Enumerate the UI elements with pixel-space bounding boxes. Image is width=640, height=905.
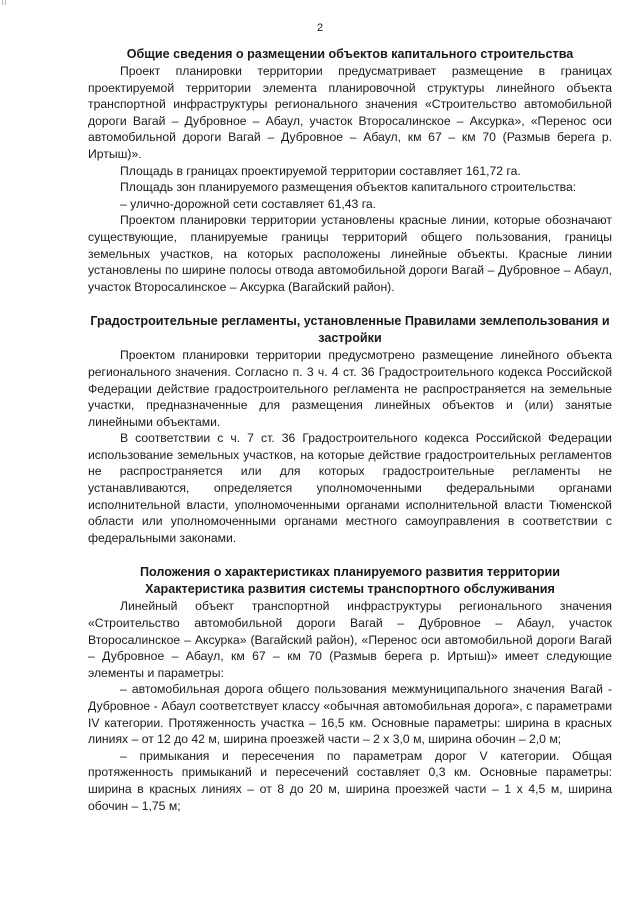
section-subheading-transport: Характеристика развития системы транспортного обслуживания	[145, 582, 555, 597]
paragraph: В соответствии с ч. 7 ст. 36 Градостроительного кодекса Российской Федерации использование земельных участков, на которые действие градостроительных регламентов не распространяется или для которых градостроительные регламенты не устанавливаются, определяется уполномоченными федеральными органами исполнительной власти, уполномоченными органами исполнительной власти Тюменской области или уполномоченными органами местного самоуправления в соответствии с федеральными законами.	[88, 431, 612, 545]
section-heading-general-info: Общие сведения о размещении объектов капитального строительства	[126, 47, 574, 61]
paragraph: Площадь зон планируемого размещения объектов капитального строительства:	[120, 180, 577, 195]
list-item: – автомобильная дорога общего пользования межмуниципального значения Вагай - Дубровное - Абаул соответствует классу «обычная автомобильная дорога», с параметрами IV категории. Протяженность участка – 16,5 км. Основные параметры: ширина в красных линиях – от 12 до 42 м, ширина проезжей части – 2 х 3,0 м, ширина обочин – 2,0 м;	[88, 682, 612, 747]
section-heading-regulations: Градостроительные регламенты, установленные Правилами землепользования и застройки	[90, 314, 610, 346]
section-heading-development: Положения о характеристиках планируемого развития территории	[139, 565, 561, 580]
page-number: 2	[316, 22, 324, 34]
document-body	[88, 46, 612, 814]
scan-corner-mark: ll	[2, 0, 8, 7]
list-item: – примыкания и пересечения по параметрам дорог V категории. Общая протяженность примыканий и пересечений составляет 0,3 км. Основные параметры: ширина в красных линиях – от 8 до 20 м, ширина проезжей части – 1 х 4,5 м, ширина обочин – 1,75 м;	[88, 748, 612, 813]
paragraph: Проектом планировки территории установлены красные линии, которые обозначают существующие, планируемые границы территорий общего пользования, границы земельных участков, на которых расположены линейные объекты. Красные линии установлены по ширине полосы отвода автомобильной дороги Вагай – Дубровное – Абаул, участок Второсалинское – Аксурка (Вагайский район).	[88, 213, 612, 294]
paragraph: Проект планировки территории предусматривает размещение в границах проектируемой территории элемента планировочной структуры линейного объекта транспортной инфраструктуры регионального значения «Строительство автомобильной дороги Вагай – Дубровное – Абаул, участок Второсалинское – Аксурка», «Перенос оси автомобильной дороги Вагай – Дубровное – Абаул, км 67 – км 70 (Размыв берега р. Иртыш)».	[88, 64, 612, 161]
paragraph: Проектом планировки территории предусмотрено размещение линейного объекта регионального значения. Согласно п. 3 ч. 4 ст. 36 Градостроительного кодекса Российской Федерации действие градостроительного регламента не распространяется на земельные участки, предназначенные для размещения линейных объектов и (или) занятые линейными объектами.	[88, 348, 612, 429]
paragraph: Площадь в границах проектируемой территории составляет 161,72 га.	[120, 163, 521, 178]
list-item: – улично-дорожной сети составляет 61,43 га.	[120, 196, 377, 211]
paragraph: Линейный объект транспортной инфраструктуры регионального значения «Строительство автомобильной дороги Вагай – Дубровное – Абаул, участок Второсалинское – Аксурка» (Вагайский район), «Перенос оси автомобильной дороги Вагай – Дубровное – Абаул, км 67 – км 70 (Размыв берега р. Иртыш)» имеет следующие элементы и параметры:	[88, 599, 612, 680]
